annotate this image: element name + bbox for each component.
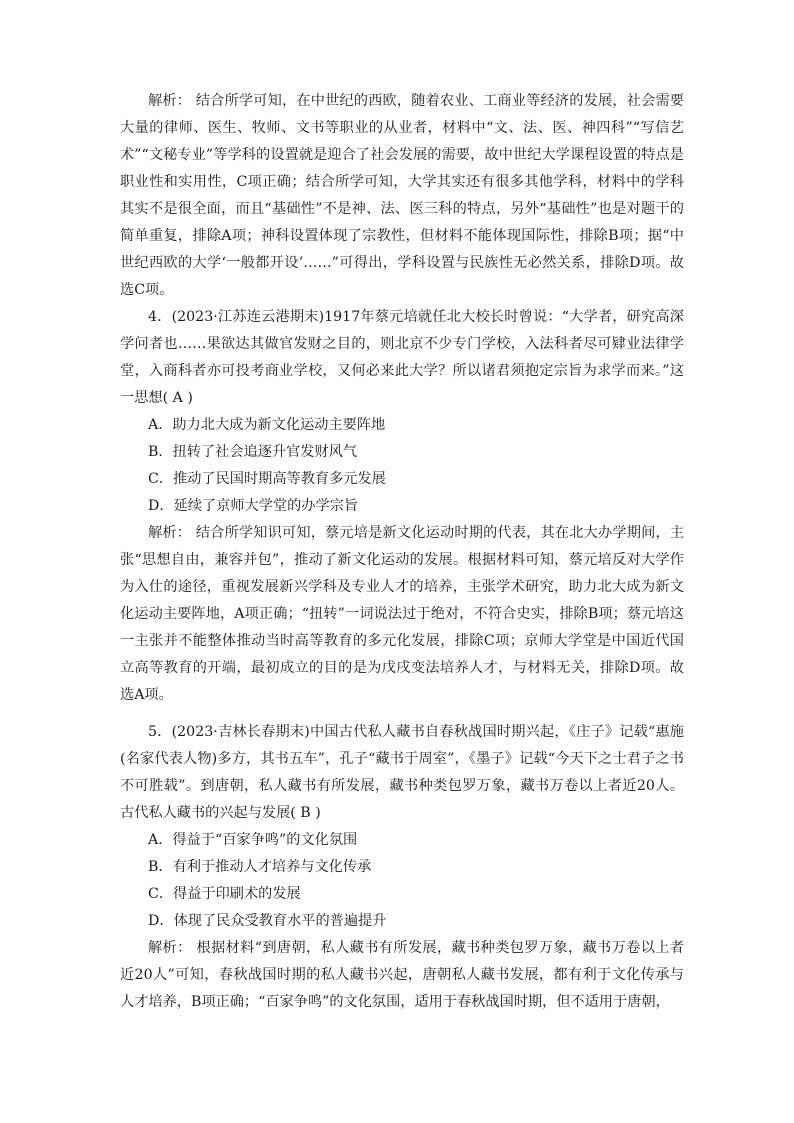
question-5-option-c: C．得益于印刷术的发展 — [148, 886, 301, 902]
question-4-stem: 4．(2023·江苏连云港期末)1917年蔡元培就任北大校长时曾说：“大学者，研究高深学问者也……果欲达其做官发财之目的，则北京不少专门学校，入法科者尽可肄业法律学堂，入商科者亦可投考商业学校，又何必来此大学？所以诸君须抱定宗旨为求学而来。”这一思想( A ) — [120, 309, 684, 406]
analysis-q5: 解析： 根据材料“到唐朝，私人藏书有所发展，藏书种类包罗万象，藏书万卷以上者近20人”可知，春秋战国时期的私人藏书兴起，唐朝私人藏书发展，都有利于文化传承与人才培养，B项正确；“百家争鸣”的文化氛围，适用于春秋战国时期，但不适用于唐朝， — [120, 940, 684, 1010]
question-4-option-d: D．延续了京师大学堂的办学宗旨 — [148, 498, 359, 514]
question-4-option-b: B．扭转了社会追逐升官发财风气 — [148, 444, 358, 460]
question-5-option-a: A．得益于“百家争鸣”的文化氛围 — [148, 832, 358, 848]
analysis-q4: 解析： 结合所学知识可知，蔡元培是新文化运动时期的代表，其在北大办学期间，主张“思想自由，兼容并包”，推动了新文化运动的发展。根据材料可知，蔡元培反对大学作为入仕的途径，重视发展新兴学科及专业人才的培养，主张学术研究，助力北大成为新文化运动主要阵地，A项正确；“扭转”一词说法过于绝对，不符合史实，排除B项；蔡元培这一主张并不能整体推动当时高等教育的多元化发展，排除C项；京师大学堂是中国近代国立高等教育的开端，最初成立的目的是为戊戌变法培养人才，与材料无关，排除D项。故选A项。 — [120, 525, 684, 703]
question-4-option-a: A．助力北大成为新文化运动主要阵地 — [148, 417, 386, 433]
question-5-option-d: D．体现了民众受教育水平的普遍提升 — [148, 913, 387, 929]
analysis-q3: 解析： 结合所学可知，在中世纪的西欧，随着农业、工商业等经济的发展，社会需要大量的律师、医生、牧师、文书等职业的从业者，材料中“文、法、医、神四科”“写信艺术”“文秘专业”等学科的设置就是迎合了社会发展的需要，故中世纪大学课程设置的特点是职业性和实用性，C项正确；结合所学可知，大学其实还有很多其他学科，材料中的学科其实不是很全面，而且“基础性”不是神、法、医三科的特点，另外“基础性”也是对题干的简单重复，排除A项；神科设置体现了宗教性，但材料不能体现国际性，排除B项；据“中世纪西欧的大学‘一般都开设’……”可得出，学科设置与民族性无必然关系，排除D项。故选C项。 — [120, 93, 684, 298]
question-5-option-b: B．有利于推动人才培养与文化传承 — [148, 859, 372, 875]
question-5-stem: 5．(2023·吉林长春期末)中国古代私人藏书自春秋战国时期兴起，《庄子》记载“惠施(名家代表人物)多方，其书五车”，孔子“藏书于周室”，《墨子》记载“今天下之士君子之书不可胜载”。到唐朝，私人藏书有所发展，藏书种类包罗万象，藏书万卷以上者近20人。古代私人藏书的兴起与发展( B ) — [120, 724, 684, 821]
question-4-option-c: C．推动了民国时期高等教育多元发展 — [148, 471, 386, 487]
